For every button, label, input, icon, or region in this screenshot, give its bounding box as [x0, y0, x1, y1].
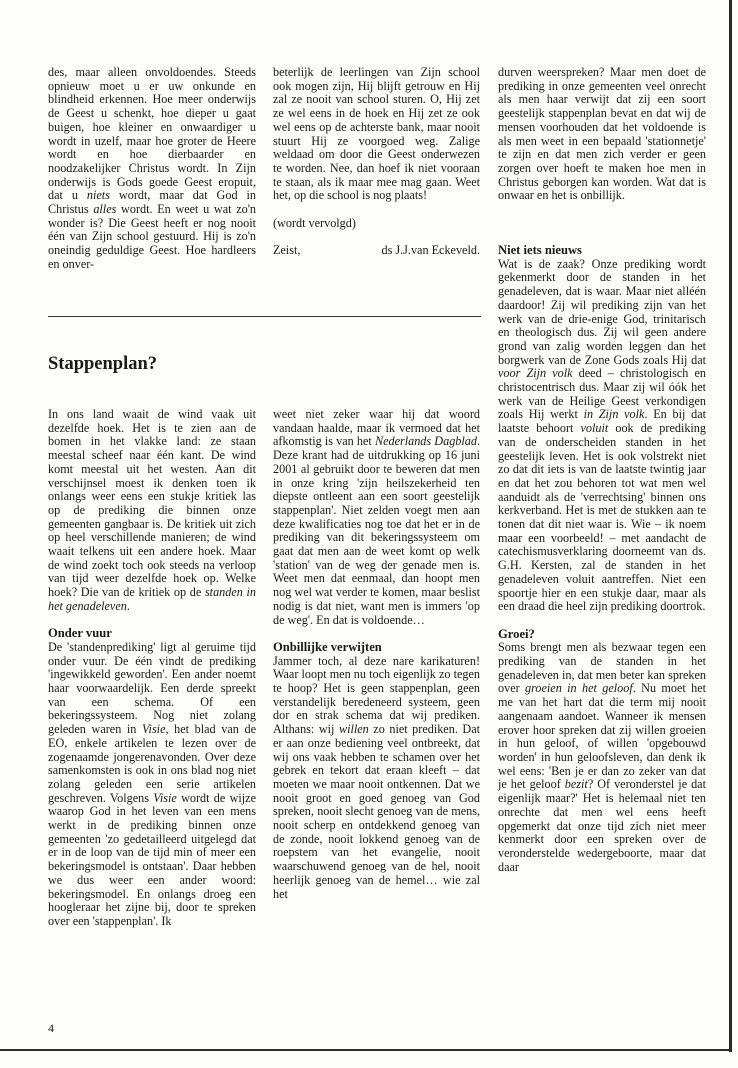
emphasis: Visie	[142, 722, 166, 737]
page-border-bottom	[0, 1049, 732, 1051]
emphasis: willen	[338, 722, 369, 737]
article-column-1	[48, 408, 256, 929]
subheading-niet-iets-nieuws: Niet iets nieuws	[498, 243, 582, 257]
paragraph: durven weerspreken? Maar men doet de prediking in onze gemeenten veel onrecht als men haar verwijt dat zij een soort geestelijk stappenplan bevat en dat wij de mensen voorhouden dat het voldoende is als men weet in een bepaald 'stationnetje' te zijn en dat men zich verder er geen zorgen over hoeft te maken hoe men in Christus geborgen kan worden. Wat dat is onwaar en het is onbillijk.	[498, 65, 706, 203]
paragraph: weet niet zeker waar hij dat woord vandaan haalde, maar ik vermoed dat het afkomstig is van het Nederlands Dagblad. Deze krant had de uitdrukking op 16 juni 2001 al gebruikt door te beweren dat men in onze kring 'zijn heilszekerheid ten diepste ontleent aan een soort geestelijk stappenplan'. Niet zelden voegt men aan deze kwalificaties nog toe dat het er in de prediking van dit bekeringssysteem om gaat dat men aan de weet komt op welk 'station' van de weg der genade men is. Weet men dat eenmaal, dan hoopt men nog wel wat verder te komen, maar beslist nodig is dat niet, want men is immers 'op de weg'. En dat is voldoende…	[273, 407, 480, 627]
paragraph: Jammer toch, al deze nare karikaturen! Waar loopt men nu toch eigenlijk zo tegen te hoop? Het is geen stappenplan, geen verstandelijk beredeneerd systeem, geen dor en strak schema dat wij prediken. Althans: wij willen zo niet prediken. Dat er aan onze bediening veel ontbreekt, dat wij ons vaak hebben te schamen over het gebrek en tekort dat eraan kleeft – dat moeten we maar nooit ontkennen. Dat we nooit groot en goed genoeg van God spreken, nooit slecht genoeg van de mens, nooit scherp en ontdekkend genoeg van de zonde, nooit lokkend genoeg van de roepstem van het evangelie, nooit waarschuwend genoeg van de hel, nooit heerlijk genoeg van de hemel… wie zal het	[273, 653, 481, 901]
page-border-right	[729, 0, 732, 1052]
signature-line	[273, 244, 480, 258]
prev-article-text-1: des, maar alleen onvoldoendes. Steeds opnieuw moet u er uw onkunde en blindheid erkennen. Hoe meer onderwijs de Geest u schenkt, hoe dieper u gaat buigen, hoe kleiner en onwaardiger u wordt in uzelf, maar hoe groter de Heere wordt en hoe dierbaarder en noodzakelijker Christus wordt. In Zijn onderwijs is Gods goede Geest eropuit, dat u niets wordt, maar dat God in Christus alles wordt. En weet u wat zo'n wonder is? Die Geest heeft er nog nooit één van Zijn school gestuurd. Hij is zo'n oneindig geduldige Geest. Hoe hardleers en onver-	[48, 65, 256, 271]
emphasis: Nederlands Dagblad	[374, 434, 477, 449]
paragraph: Wat is de zaak? Onze prediking wordt gekenmerkt door de standen in het genadeleven, dat is waar. Maar niet alléén daardoor! Zij wil prediking zijn van het werk van de drie-enige God, trinitarisch en theologisch dus. Zij wil geen andere grond van zalig worden leggen dan het borgwerk van de Zone Gods zoals Hij dat voor Zijn volk deed – christologisch en christocentrisch dus. Maar zij wil óók het werk van de Heilige Geest verkondigen zoals Hij werkt in Zijn volk. En bij dat laatste behoort voluit ook de prediking van de onderscheiden standen in het geestelijk leven. Het is ook volstrekt niet zo dat dit iets is van de laatste twintig jaar en dat het zou behoren tot wat men wel aanduidt als de 'verrechtsing' binnen ons kerkverband. Het is met de stukken aan te tonen dat dit niet waar is. Wie – ik noem maar een voorbeeld! – met aandacht de catechismusverklaring doorneemt van ds. G.H. Kersten, zal de standen in het genadeleven voluit aantreffen. Niet een spoortje hier en een stukje daar, maar als een draad die heel zijn prediking doortrok.	[498, 256, 706, 614]
emphasis: voluit	[580, 421, 609, 436]
article-title: Stappenplan?	[48, 354, 157, 374]
signature-place: Zeist,	[273, 243, 301, 258]
emphasis: Visie	[153, 790, 177, 805]
paragraph	[48, 66, 256, 272]
prev-article-column-2	[273, 66, 480, 258]
to-be-continued: (wordt vervolgd)	[273, 215, 356, 230]
emphasis: voor Zijn volk	[498, 366, 573, 381]
emphasis: in Zijn volk	[583, 407, 645, 422]
emphasis: bezit	[564, 777, 588, 792]
paragraph: Soms brengt men als bezwaar tegen een prediking van de standen in het genadeleven in, dat men beter kan spreken over groeien in het geloof. Nu moet het me van het hart dat die term mij nooit aangenaam aandoet. Wanneer ik mensen erover hoor spreken dat zij willen groeien in hun geloof, of willen 'opgebouwd worden' in hun geloofsleven, dan denk ik wel eens: 'Ben je er dan zo zeker van dat je het geloof bezit? Of veronderstel je dat eigenlijk maar?' Het is helemaal niet ten onrechte dat men wel eens heeft opgemerkt dat onze tijd zich niet meer kenmerkt door een spreken over de veronderstelde wedergeboorte, maar dat daar	[498, 640, 707, 874]
section-divider	[48, 316, 481, 317]
prev-article-text-2: beterlijk de leerlingen van Zijn school ook mogen zijn, Hij blijft getrouw en Hij zal ze nooit van school sturen. O, Hij zet ze wel eens in de hoek en Hij zet ze ook wel eens op de achterste bank, maar nooit stuurt Hij ze voorgoed weg. Zalige weldaad om door die Geest onderwezen te worden. Nee, dan hoef ik niet vooraan te staan, als ik maar mee mag gaan. Weet het, op die school is nog plaats!	[273, 65, 480, 203]
signature-author: ds J.J.van Eckeveld.	[381, 243, 480, 258]
subheading-groei: Groei?	[498, 626, 535, 641]
article-column-2	[273, 408, 480, 901]
subheading-onbillijke-verwijten: Onbillijke verwijten	[273, 639, 382, 654]
prev-article-column-1	[48, 66, 256, 272]
intro-paragraph: In ons land waait de wind vaak uit dezelfde hoek. Het is te zien aan de bomen in het vlakke land: ze staan meestal scheef naar één kant. De wind komt meestal uit het westen. Aan dit verschijnsel moest ik denken toen ik onlangs weer eens een stukje kritiek las op de prediking die binnen onze gemeenten gangbaar is. De kritiek uit zich op heel verschillende manieren; de wind waait telkens uit een andere hoek. Maar de wind zoekt toch ook steeds na verloop van tijd weer dezelfde hoek op. Welke hoek? Die van de kritiek op de standen in het genadeleven.	[48, 407, 256, 613]
paragraph: De 'standenprediking' ligt al geruime tijd onder vuur. De één vindt de prediking 'ingewikkeld geworden'. Een ander noemt haar voorwaardelijk. Een derde spreekt van een schema. Of een bekeringssysteem. Nog niet zolang geleden waren in Visie, het blad van de EO, enkele artikelen te lezen over de zogenaamde jongerenavonden. Over deze samenkomsten is ook in ons blad nog niet zolang geleden een serie artikelen geschreven. Volgens Visie wordt de wijze waarop God in het leven van een mens werkt in de prediking binnen onze gemeenten 'zo gedetailleerd uitgelegd dat er in de loop van de tijd min of meer een bekeringsmodel is ontstaan'. Daar hebben we dus weer een ander woord: bekeringsmodel. En onlangs droeg een hoogleraar het zijne bij, door te spreken over een 'stappenplan'. Ik	[48, 639, 256, 928]
article-column-3-top	[498, 66, 706, 203]
emphasis: groeien in het geloof	[525, 681, 633, 696]
emphasis: standen in het genadeleven	[48, 585, 256, 613]
subheading-onder-vuur: Onder vuur	[48, 626, 112, 641]
article-column-3	[498, 244, 706, 874]
page-number: 4	[48, 1021, 54, 1035]
